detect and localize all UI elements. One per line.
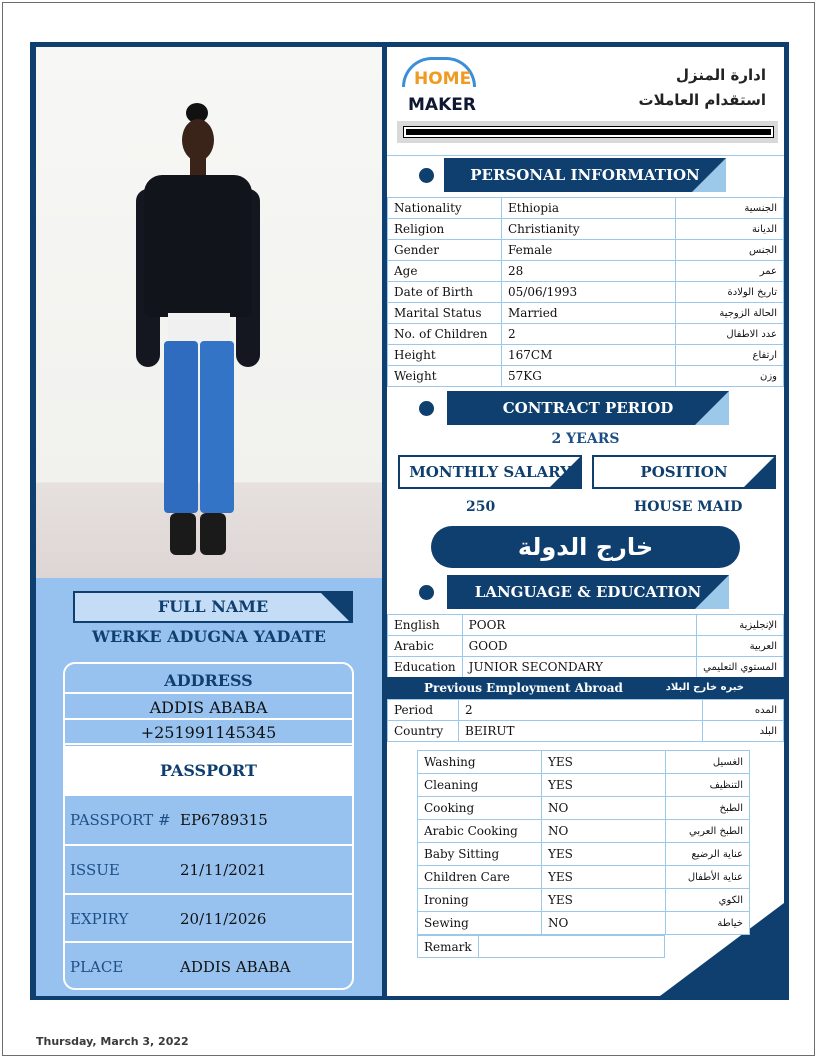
- row-value: Christianity: [502, 219, 676, 240]
- bullet-icon: [419, 168, 434, 183]
- passport-issue-row: [65, 844, 352, 892]
- table-row: [388, 282, 784, 303]
- skills-table: [417, 750, 750, 935]
- logo-line2: MAKER: [408, 95, 476, 115]
- photo-shoe-left: [170, 513, 196, 555]
- skill-label: Ironing: [418, 889, 542, 912]
- monthly-salary-label: MONTHLY SALARY: [409, 463, 571, 481]
- photo-jacket: [144, 175, 252, 317]
- photo-leg-right: [200, 341, 234, 513]
- skill-value: NO: [542, 820, 666, 843]
- passport-expiry-row: [65, 893, 352, 941]
- photo-shirt: [168, 313, 230, 343]
- row-label: Country: [388, 721, 459, 742]
- table-row: [418, 751, 750, 774]
- corner-triangle: [692, 158, 726, 192]
- skill-label-ar: الطبخ: [666, 797, 750, 820]
- row-label: Date of Birth: [388, 282, 502, 303]
- row-label: Height: [388, 345, 502, 366]
- table-row: [388, 615, 784, 636]
- row-value: JUNIOR SECONDARY: [462, 657, 697, 678]
- corner-triangle: [695, 575, 729, 609]
- passport-place-value: ADDIS ABABA: [180, 958, 291, 976]
- header-bar-inner: [404, 127, 773, 137]
- row-label: Arabic: [388, 636, 463, 657]
- row-value: 28: [502, 261, 676, 282]
- address-title: ADDRESS: [65, 664, 352, 694]
- passport-expiry-value: 20/11/2026: [180, 910, 267, 928]
- table-row: [388, 261, 784, 282]
- corner-triangle: [321, 593, 351, 623]
- personal-info-table: [387, 197, 784, 387]
- phone-value: +251991145345: [65, 721, 352, 745]
- row-value: Female: [502, 240, 676, 261]
- row-label-ar: الديانة: [676, 219, 784, 240]
- row-label-ar: عمر: [676, 261, 784, 282]
- language-table: [387, 614, 784, 678]
- table-row: [418, 936, 665, 958]
- row-value: 167CM: [502, 345, 676, 366]
- personal-info-title: PERSONAL INFORMATION: [470, 166, 700, 184]
- row-value: Ethiopia: [502, 198, 676, 219]
- row-label-ar: المده: [703, 700, 784, 721]
- row-value: 2: [502, 324, 676, 345]
- abroad-badge: خارج الدولة: [431, 526, 740, 568]
- row-label-ar: الإنجليزية: [697, 615, 784, 636]
- logo-line1: HOME: [414, 69, 472, 89]
- skill-label-ar: الغسيل: [666, 751, 750, 774]
- home-maker-logo: [402, 57, 476, 119]
- skill-label: Washing: [418, 751, 542, 774]
- language-header: [447, 575, 729, 609]
- row-value: GOOD: [462, 636, 697, 657]
- photo-shoe-right: [200, 513, 226, 555]
- row-label-ar: الحالة الزوجية: [676, 303, 784, 324]
- divider: [387, 155, 784, 156]
- passport-number-value: EP6789315: [180, 811, 268, 829]
- skill-label: Children Care: [418, 866, 542, 889]
- skill-value: YES: [542, 889, 666, 912]
- skill-label-ar: الطبخ العربي: [666, 820, 750, 843]
- table-row: [388, 240, 784, 261]
- bullet-icon: [419, 401, 434, 416]
- row-label-ar: ارتفاع: [676, 345, 784, 366]
- previous-employment-header: [387, 677, 784, 699]
- table-row: [418, 774, 750, 797]
- table-row: [388, 345, 784, 366]
- passport-number-label: PASSPORT #: [70, 811, 171, 829]
- table-row: [418, 889, 750, 912]
- monthly-salary-header: [398, 455, 582, 489]
- row-label: Period: [388, 700, 459, 721]
- table-row: [388, 198, 784, 219]
- previous-employment-title: Previous Employment Abroad: [424, 681, 623, 695]
- row-label-ar: المستوي التعليمي: [697, 657, 784, 678]
- remark-value: [478, 936, 664, 958]
- photo-neck: [190, 155, 206, 177]
- row-value: 05/06/1993: [502, 282, 676, 303]
- row-value: 2: [459, 700, 703, 721]
- row-label-ar: الجنسية: [676, 198, 784, 219]
- row-value: Married: [502, 303, 676, 324]
- table-row: [418, 820, 750, 843]
- personal-info-header: [444, 158, 726, 192]
- skill-value: YES: [542, 751, 666, 774]
- full-name-value: WERKE ADUGNA YADATE: [92, 627, 326, 646]
- remark-label: Remark: [418, 936, 479, 958]
- row-value: BEIRUT: [459, 721, 703, 742]
- monthly-salary-value: 250: [466, 499, 496, 515]
- agency-name-ar-1: ادارة المنزل: [676, 66, 766, 84]
- skill-label: Cooking: [418, 797, 542, 820]
- skill-label-ar: خياطة: [666, 912, 750, 935]
- row-label-ar: العربية: [697, 636, 784, 657]
- candidate-photo: [36, 47, 382, 578]
- table-row: [388, 700, 784, 721]
- skill-value: YES: [542, 774, 666, 797]
- skill-label: Baby Sitting: [418, 843, 542, 866]
- contract-title: CONTRACT PERIOD: [502, 399, 674, 417]
- previous-employment-table: [387, 699, 784, 742]
- passport-issue-label: ISSUE: [70, 861, 120, 879]
- full-name-label: FULL NAME: [157, 597, 269, 616]
- skill-label-ar: التنظيف: [666, 774, 750, 797]
- row-label: Nationality: [388, 198, 502, 219]
- row-label-ar: تاريخ الولادة: [676, 282, 784, 303]
- row-label: No. of Children: [388, 324, 502, 345]
- table-row: [388, 303, 784, 324]
- row-value: POOR: [462, 615, 697, 636]
- row-label: Education: [388, 657, 463, 678]
- table-row: [388, 219, 784, 240]
- row-label: Gender: [388, 240, 502, 261]
- skill-value: YES: [542, 843, 666, 866]
- table-row: [418, 797, 750, 820]
- corner-triangle: [695, 391, 729, 425]
- contract-period-value: 2 YEARS: [551, 431, 620, 447]
- table-row: [418, 912, 750, 935]
- skill-label-ar: عناية الرضيع: [666, 843, 750, 866]
- skill-label-ar: عناية الأطفال: [666, 866, 750, 889]
- full-name-header: [73, 591, 353, 623]
- print-date: Thursday, March 3, 2022: [36, 1035, 189, 1048]
- skill-label: Cleaning: [418, 774, 542, 797]
- table-row: [418, 843, 750, 866]
- skill-label-ar: الكوي: [666, 889, 750, 912]
- passport-place-label: PLACE: [70, 958, 124, 976]
- row-label: Religion: [388, 219, 502, 240]
- skill-value: YES: [542, 866, 666, 889]
- row-value: 57KG: [502, 366, 676, 387]
- table-row: [418, 866, 750, 889]
- passport-expiry-label: EXPIRY: [70, 910, 129, 928]
- skill-label: Sewing: [418, 912, 542, 935]
- position-header: [592, 455, 776, 489]
- passport-issue-value: 21/11/2021: [180, 861, 267, 879]
- row-label: English: [388, 615, 463, 636]
- row-label: Weight: [388, 366, 502, 387]
- row-label-ar: عدد الاطفال: [676, 324, 784, 345]
- row-label: Age: [388, 261, 502, 282]
- table-row: [388, 721, 784, 742]
- skill-label: Arabic Cooking: [418, 820, 542, 843]
- passport-number-row: [65, 794, 352, 842]
- position-label: POSITION: [640, 463, 728, 481]
- table-row: [388, 366, 784, 387]
- bullet-icon: [419, 585, 434, 600]
- previous-employment-title-ar: خبره خارج البلاد: [665, 682, 744, 693]
- skill-value: NO: [542, 797, 666, 820]
- address-value: ADDIS ABABA: [65, 696, 352, 720]
- address-passport-card: [63, 662, 354, 990]
- table-row: [388, 324, 784, 345]
- row-label: Marital Status: [388, 303, 502, 324]
- position-value: HOUSE MAID: [634, 499, 743, 515]
- language-title: LANGUAGE & EDUCATION: [474, 583, 702, 601]
- passport-place-row: [65, 941, 352, 989]
- table-row: [388, 636, 784, 657]
- row-label-ar: البلد: [703, 721, 784, 742]
- agency-name-ar-2: استقدام العاملات: [638, 91, 766, 109]
- skill-value: NO: [542, 912, 666, 935]
- row-label-ar: الجنس: [676, 240, 784, 261]
- contract-header: [447, 391, 729, 425]
- remark-table: [417, 935, 665, 958]
- table-row: [388, 657, 784, 678]
- passport-title: PASSPORT: [65, 746, 352, 794]
- photo-leg-left: [164, 341, 198, 513]
- row-label-ar: وزن: [676, 366, 784, 387]
